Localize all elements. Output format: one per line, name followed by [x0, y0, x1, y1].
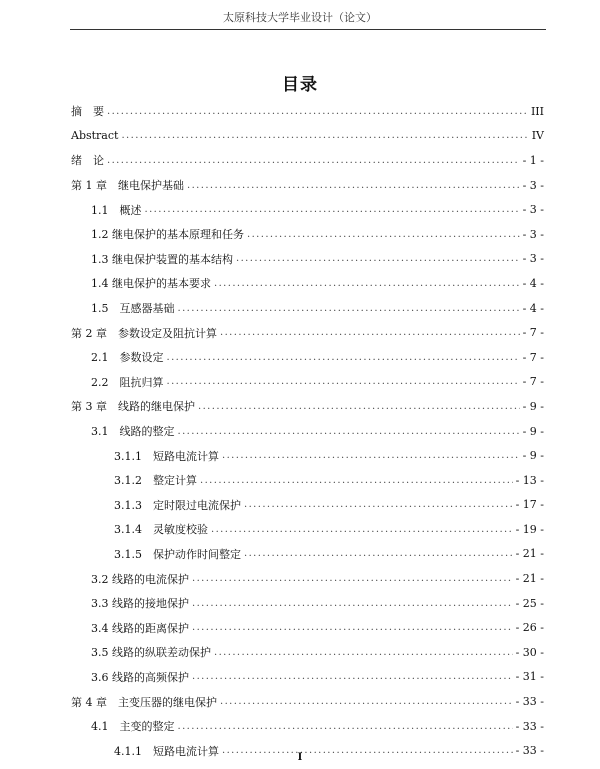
toc-entry[interactable] — [71, 320, 544, 345]
toc-entry-label: 第 4 章 主变压器的继电保护 — [71, 695, 217, 709]
toc-entry-label: 3.1.3 定时限过电流保护 — [114, 498, 241, 512]
toc-entry[interactable] — [71, 517, 544, 542]
toc-leader-dots — [200, 475, 513, 486]
toc-entry[interactable] — [71, 591, 544, 616]
toc-entry-page: - 33 - — [515, 744, 544, 758]
toc-leader-dots — [167, 352, 520, 363]
toc-leader-dots — [214, 278, 520, 289]
toc-leader-dots — [247, 229, 520, 240]
toc-entry-page: - 33 - — [515, 695, 544, 709]
toc-entry-page: - 3 - — [522, 203, 544, 217]
toc-leader-dots — [214, 647, 513, 658]
toc-entry[interactable] — [71, 271, 544, 296]
toc-entry-page: - 3 - — [522, 227, 544, 241]
toc-entry-page: - 33 - — [515, 719, 544, 733]
toc-leader-dots — [107, 106, 528, 117]
toc-title: 目录 — [282, 75, 318, 95]
toc-entry[interactable] — [71, 419, 544, 444]
toc-entry[interactable] — [71, 173, 544, 198]
toc-leader-dots — [145, 204, 520, 215]
toc-entry-page: IV — [531, 129, 544, 143]
toc-entry-label: 1.4 继电保护的基本要求 — [91, 277, 211, 291]
toc-entry-page: - 7 - — [522, 326, 544, 340]
toc-entry-page: III — [530, 104, 544, 118]
toc-entry-page: - 7 - — [522, 350, 544, 364]
toc-entry-page: - 9 - — [522, 399, 544, 413]
toc-entry-label: 2.2 阻抗归算 — [91, 375, 164, 389]
toc-leader-dots — [167, 376, 520, 387]
toc-entry-label: 3.1.1 短路电流计算 — [114, 449, 219, 463]
toc-entry-label: 3.2 线路的电流保护 — [91, 572, 189, 586]
toc-entry-label: 1.1 概述 — [91, 203, 142, 217]
toc-entry-label: 3.1.4 灵敏度校验 — [114, 523, 208, 537]
toc-leader-dots — [178, 303, 520, 314]
toc-entry-label: 4.1 主变的整定 — [91, 720, 175, 734]
toc-leader-dots — [192, 622, 513, 633]
toc-entry-page: - 19 - — [515, 522, 544, 536]
toc-entry-label: 3.1.2 整定计算 — [114, 474, 197, 488]
page-number: I — [297, 752, 303, 763]
toc-entry-page: - 21 - — [515, 547, 544, 561]
toc-entry-label: 第 2 章 参数设定及阻抗计算 — [71, 326, 217, 340]
toc-entry[interactable] — [71, 394, 544, 419]
toc-entry[interactable] — [71, 247, 544, 272]
toc-entry-label: Abstract — [71, 129, 119, 143]
toc-entry[interactable] — [71, 222, 544, 247]
toc-entry[interactable] — [71, 542, 544, 567]
header-rule — [70, 29, 546, 30]
toc-entry-page: - 3 - — [522, 252, 544, 266]
toc-leader-dots — [178, 426, 520, 437]
toc-entry-page: - 31 - — [515, 670, 544, 684]
toc-entry-label: 3.6 线路的高频保护 — [91, 670, 189, 684]
toc-entry-label: 3.4 线路的距离保护 — [91, 621, 189, 635]
toc-entry[interactable] — [71, 468, 544, 493]
toc-entry-page: - 4 - — [522, 276, 544, 290]
toc-leader-dots — [244, 499, 513, 510]
toc-entry-page: - 25 - — [515, 596, 544, 610]
toc-entry-label: 1.5 互感器基础 — [91, 302, 175, 316]
toc-entry-label: 4.1.1 短路电流计算 — [114, 744, 219, 758]
toc-entry[interactable] — [71, 296, 544, 321]
toc-entry[interactable] — [71, 370, 544, 395]
toc-entry[interactable] — [71, 615, 544, 640]
toc-entry-label: 摘 要 — [71, 105, 104, 119]
toc-entry[interactable] — [71, 665, 544, 690]
toc-leader-dots — [107, 155, 520, 166]
toc-entry-page: - 4 - — [522, 301, 544, 315]
toc-leader-dots — [192, 573, 513, 584]
toc-entry[interactable] — [71, 640, 544, 665]
toc-entry-page: - 7 - — [522, 375, 544, 389]
toc-entry[interactable] — [71, 148, 544, 173]
toc-entry-page: - 17 - — [515, 498, 544, 512]
running-header: 太原科技大学毕业设计（论文） — [223, 11, 377, 24]
toc-entry[interactable] — [71, 689, 544, 714]
toc-entry[interactable] — [71, 443, 544, 468]
toc-entry-page: - 9 - — [522, 449, 544, 463]
toc-leader-dots — [198, 401, 520, 412]
toc-entry-label: 1.3 继电保护装置的基本结构 — [91, 252, 233, 266]
toc-entry-page: - 26 - — [515, 621, 544, 635]
toc-entry-label: 3.3 线路的接地保护 — [91, 597, 189, 611]
toc-entry[interactable] — [71, 345, 544, 370]
toc-leader-dots — [220, 696, 513, 707]
toc-entry-label: 绪 论 — [71, 154, 104, 168]
toc-entry-page: - 9 - — [522, 424, 544, 438]
toc-leader-dots — [192, 598, 513, 609]
toc-entry[interactable] — [71, 124, 544, 149]
toc-entry[interactable] — [71, 714, 544, 739]
table-of-contents — [71, 99, 544, 763]
toc-entry-page: - 21 - — [515, 572, 544, 586]
toc-entry[interactable] — [71, 493, 544, 518]
toc-entry-label: 3.1 线路的整定 — [91, 425, 175, 439]
toc-entry-page: - 13 - — [515, 473, 544, 487]
toc-leader-dots — [211, 524, 513, 535]
toc-entry-label: 3.1.5 保护动作时间整定 — [114, 547, 241, 561]
toc-entry-label: 第 1 章 继电保护基础 — [71, 179, 184, 193]
toc-entry-label: 3.5 线路的纵联差动保护 — [91, 646, 211, 660]
toc-entry-label: 2.1 参数设定 — [91, 351, 164, 365]
toc-leader-dots — [220, 327, 520, 338]
toc-entry[interactable] — [71, 566, 544, 591]
toc-entry-page: - 3 - — [522, 178, 544, 192]
toc-leader-dots — [222, 450, 520, 461]
toc-leader-dots — [192, 671, 513, 682]
toc-leader-dots — [244, 548, 513, 559]
toc-leader-dots — [121, 130, 528, 141]
toc-entry[interactable] — [71, 99, 544, 124]
toc-leader-dots — [187, 180, 520, 191]
toc-entry-label: 1.2 继电保护的基本原理和任务 — [91, 228, 244, 242]
toc-leader-dots — [236, 253, 520, 264]
toc-leader-dots — [178, 721, 513, 732]
toc-entry-label: 第 3 章 线路的继电保护 — [71, 400, 195, 414]
toc-entry-page: - 1 - — [522, 153, 544, 167]
toc-entry-page: - 30 - — [515, 645, 544, 659]
toc-entry[interactable] — [71, 197, 544, 222]
